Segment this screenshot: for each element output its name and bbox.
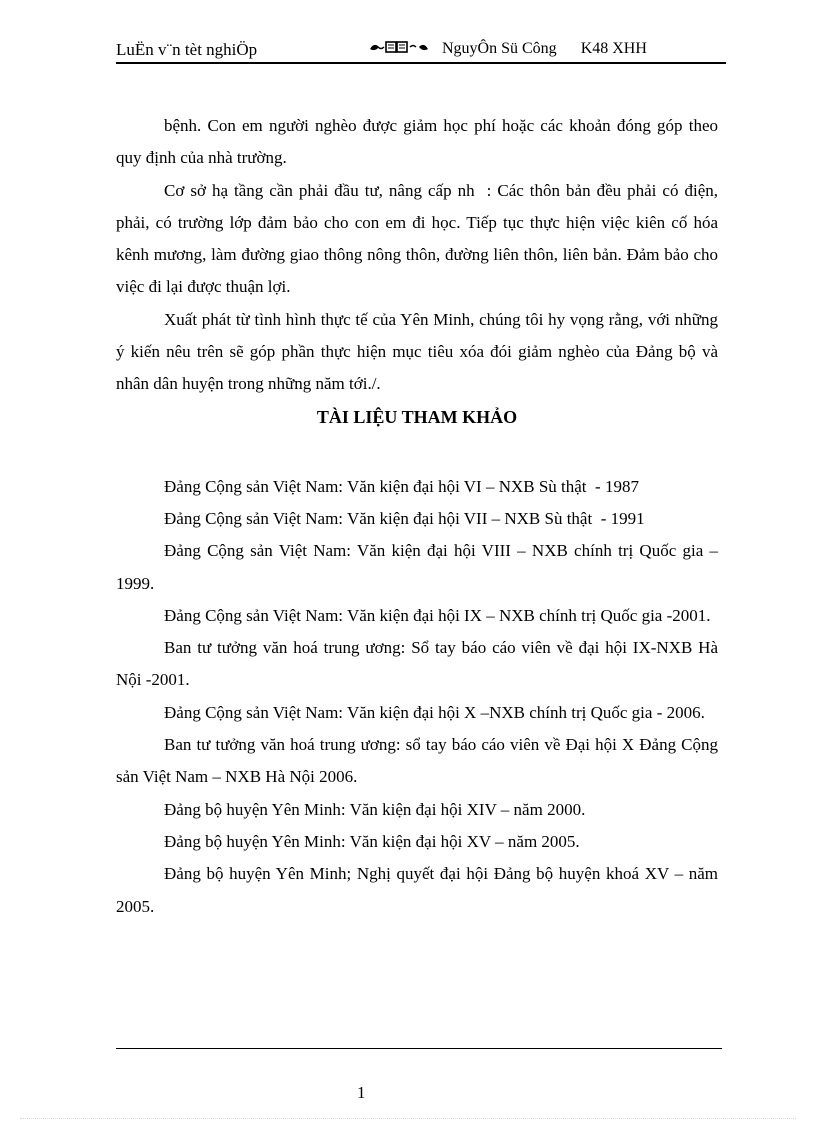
header-right (368, 40, 647, 58)
footer-divider (116, 1048, 722, 1049)
reference-item: Ban tư tưởng văn hoá trung ương: sổ tay báo cáo viên về Đại hội X Đảng Cộng sản Việt Nam – NXB Hà Nội 2006. (116, 735, 718, 787)
header-divider (116, 62, 726, 64)
reference-item: Đảng Cộng sản Việt Nam: Văn kiện đại hội VII – NXB Sù thật - 1991 (164, 508, 645, 528)
paragraph-2: Cơ sở hạ tầng cần phải đầu tư, nâng cấp nh : Các thôn bản đều phải có điện, phải, có trường lớp đảm bảo cho con em đi học. Tiếp tục thực hiện việc kiên cố hóa kênh mương, làm đường giao thông nông thôn, đường liên thôn, liên bản. Đảm bảo cho việc đi lại được thuận lợi. (116, 180, 718, 297)
page-number: 1 (357, 1083, 366, 1102)
references-list (116, 471, 718, 923)
header-thesis-label: LuËn v¨n tèt nghiÖp (116, 40, 258, 59)
paragraph-3: Xuất phát từ tình hình thực tế của Yên Minh, chúng tôi hy vọng rằng, với những ý kiến nêu trên sẽ góp phần thực hiện mục tiêu xóa đói giảm nghèo của Đảng bộ và nhân dân huyện trong những năm tới./. (116, 309, 718, 394)
page-header (116, 40, 726, 62)
body-text (116, 110, 718, 923)
references-title: TÀI LIỆU THAM KHẢO (316, 406, 518, 427)
paragraph-1: bệnh. Con em người nghèo được giảm học phí hoặc các khoản đóng góp theo quy định của nhà trường. (116, 116, 718, 168)
reference-item: Đảng bộ huyện Yên Minh: Văn kiện đại hội XV – năm 2005. (164, 831, 580, 851)
header-class: K48 XHH (580, 40, 647, 57)
reference-item: Đảng Cộng sản Việt Nam: Văn kiện đại hội X –NXB chính trị Quốc gia - 2006. (164, 702, 705, 722)
reference-item: Ban tư tưởng văn hoá trung ương: Sổ tay báo cáo viên về đại hội IX-NXB Hà Nội -2001. (116, 638, 718, 690)
reference-item: Đảng Cộng sản Việt Nam: Văn kiện đại hội VIII – NXB chính trị Quốc gia – 1999. (116, 541, 718, 593)
header-author: NguyÔn Sü Công (442, 40, 557, 57)
reference-item: Đảng Cộng sản Việt Nam: Văn kiện đại hội IX – NXB chính trị Quốc gia -2001. (164, 605, 711, 625)
page-bottom-border (20, 1118, 796, 1119)
reference-item: Đảng Cộng sản Việt Nam: Văn kiện đại hội VI – NXB Sù thật - 1987 (164, 476, 639, 496)
book-ornament-icon (368, 40, 430, 54)
reference-item: Đảng bộ huyện Yên Minh; Nghị quyết đại hội Đảng bộ huyện khoá XV – năm 2005. (116, 864, 718, 916)
reference-item: Đảng bộ huyện Yên Minh: Văn kiện đại hội XIV – năm 2000. (164, 799, 586, 819)
